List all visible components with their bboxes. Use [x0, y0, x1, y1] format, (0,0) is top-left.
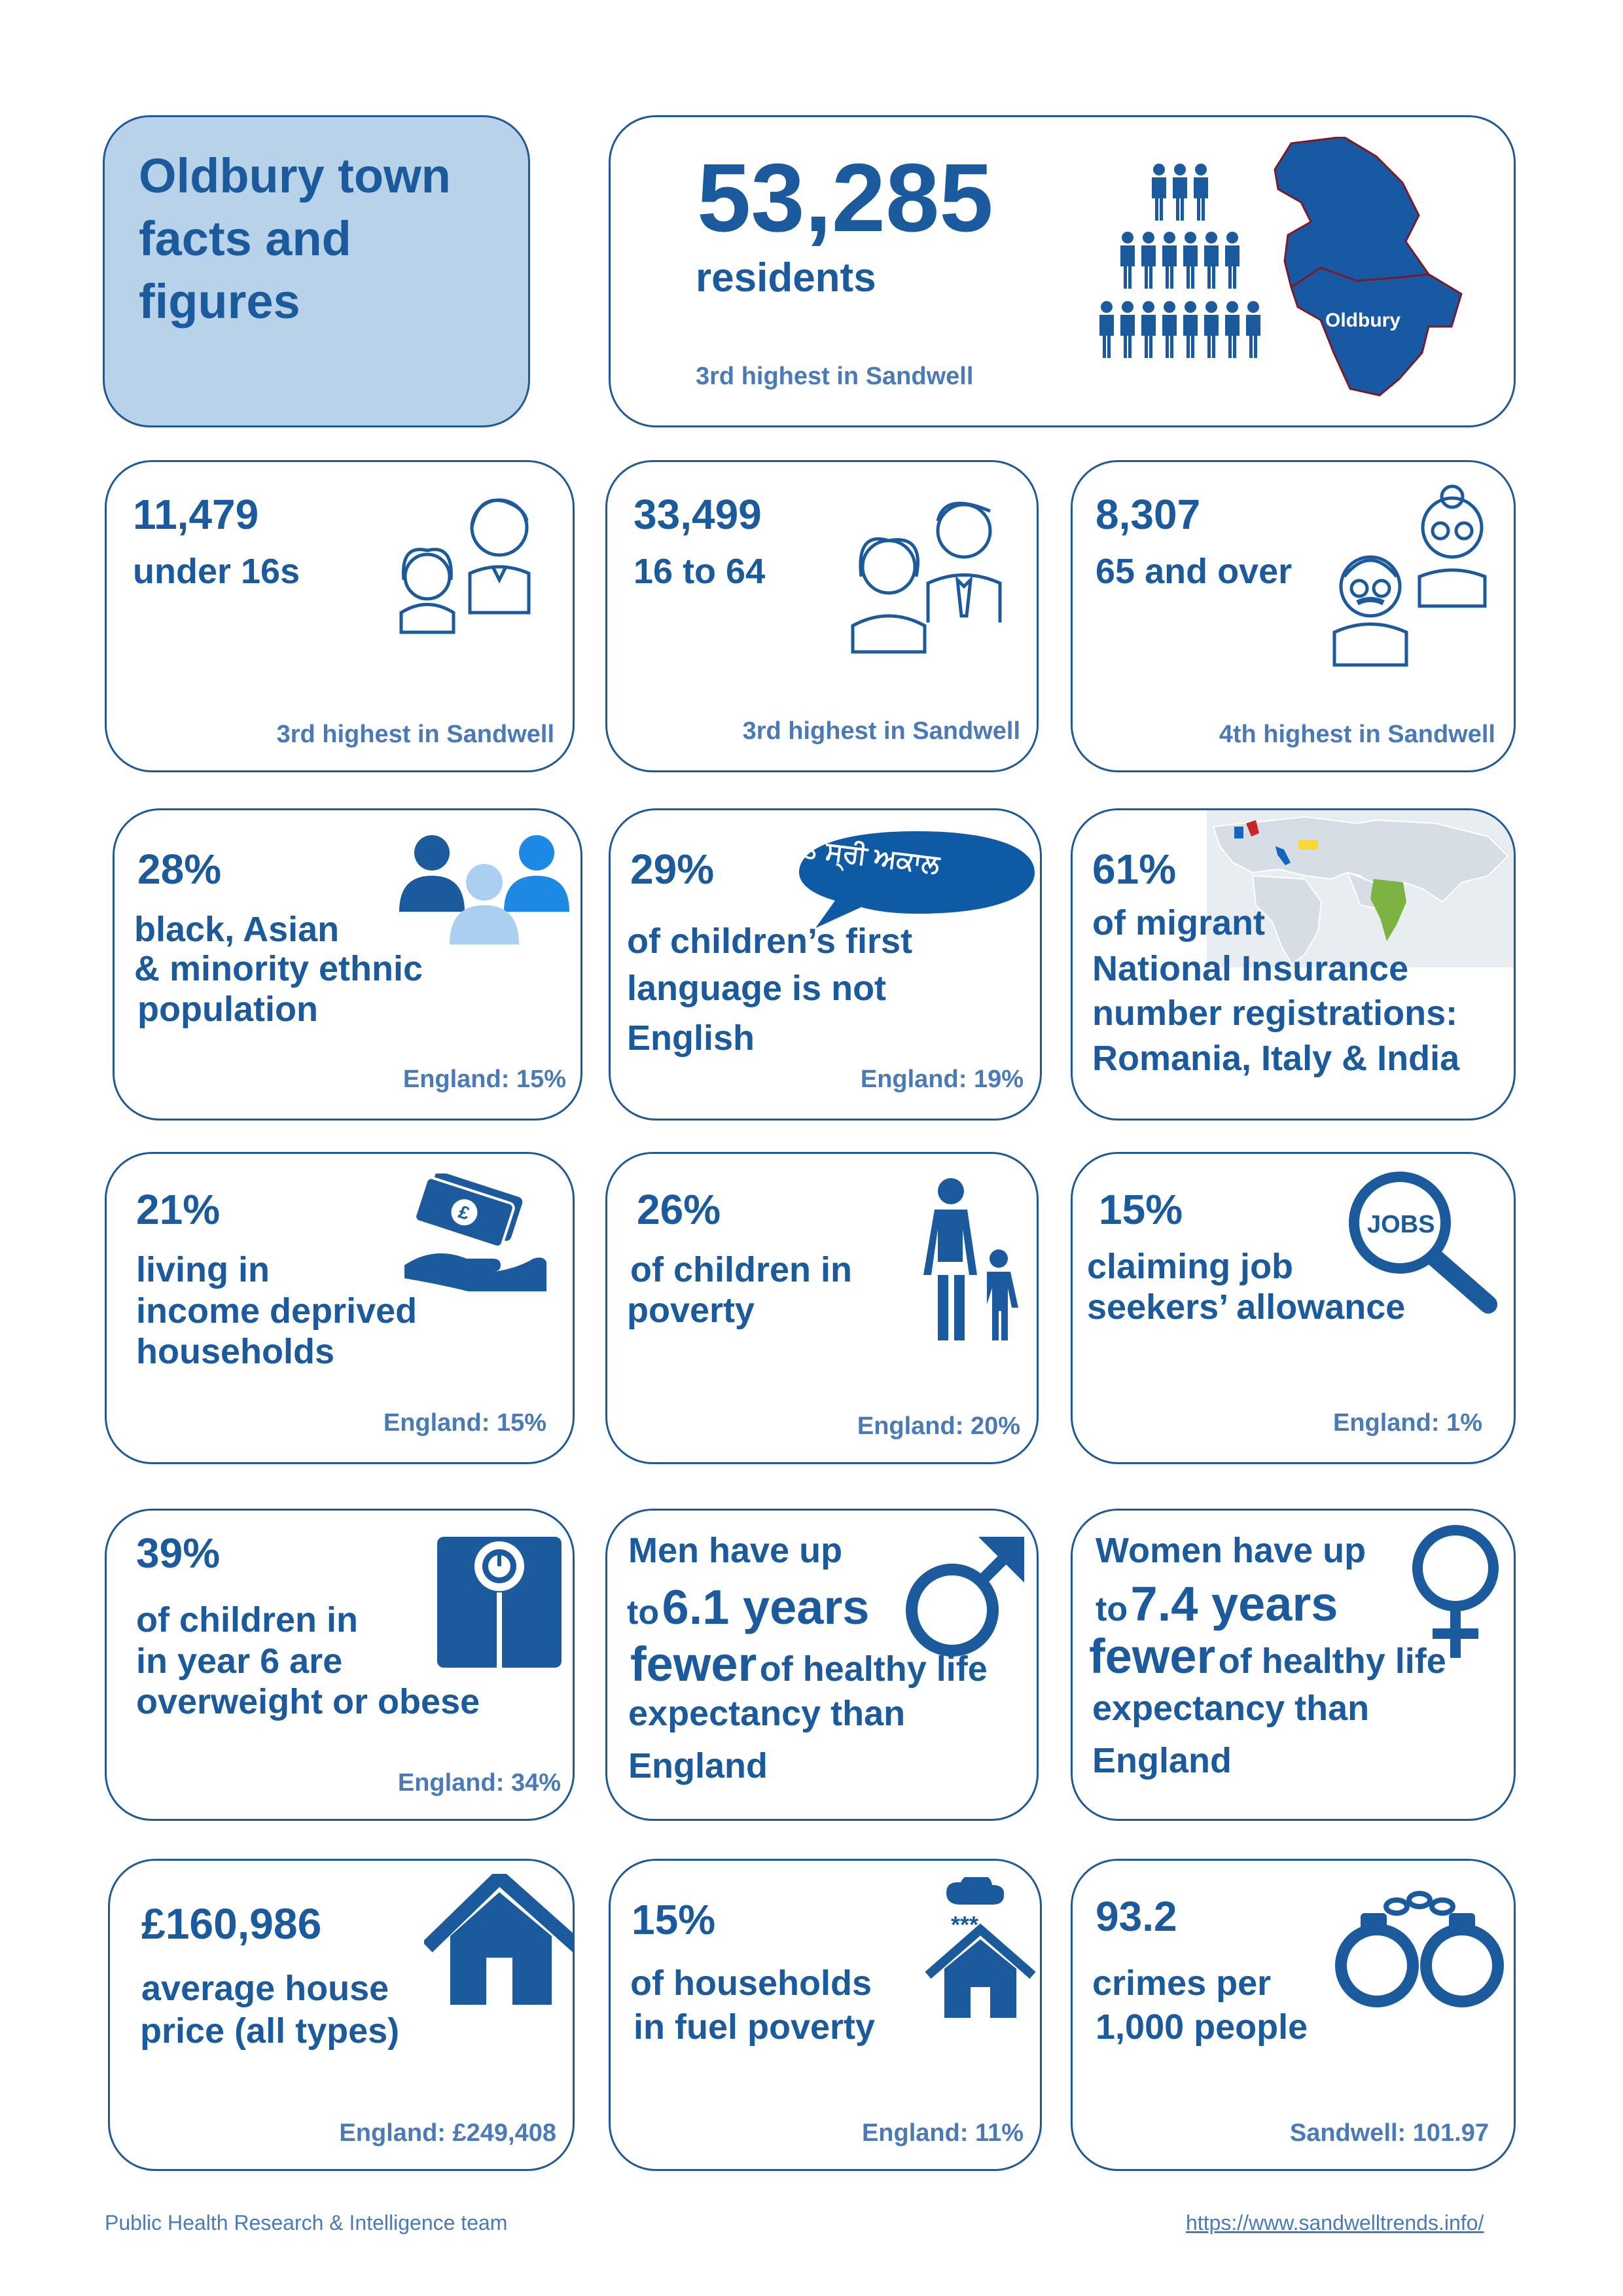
- age-rank: 3rd highest in Sandwell: [276, 721, 554, 748]
- stat-line: of households: [630, 1964, 872, 2003]
- svg-text:£: £: [455, 1201, 473, 1224]
- children-icon: [395, 482, 552, 639]
- cold-house-icon: [925, 1877, 1036, 2021]
- women-line-4: expectancy than: [1092, 1689, 1370, 1728]
- stat-line: English: [627, 1018, 755, 1058]
- stat-value: 15%: [1099, 1186, 1183, 1233]
- stat-compare: England: 19%: [860, 1066, 1024, 1093]
- female-symbol-icon: [1406, 1524, 1505, 1661]
- male-symbol-icon: [905, 1530, 1029, 1661]
- stat-card-language: [609, 808, 1042, 1121]
- title-card: [103, 115, 530, 427]
- jobs-text: JOBS: [1367, 1211, 1435, 1238]
- women-line-3: fewer of healthy life: [1089, 1629, 1446, 1683]
- stat-line: crimes per: [1092, 1964, 1272, 2003]
- age-value: 8,307: [1096, 491, 1201, 538]
- age-label: under 16s: [133, 552, 300, 591]
- magnifier-jobs-icon: [1341, 1170, 1505, 1321]
- residents-rank: 3rd highest in Sandwell: [696, 363, 974, 390]
- women-line-5: England: [1092, 1741, 1232, 1780]
- stat-line: Romania, Italy & India: [1092, 1039, 1460, 1078]
- stat-compare: England: £249,408: [339, 2119, 556, 2147]
- stat-compare: England: 1%: [1332, 1409, 1482, 1437]
- stat-card-jobseekers: [1071, 1152, 1516, 1464]
- men-line-3: fewer of healthy life: [630, 1637, 988, 1691]
- age-rank: 3rd highest in Sandwell: [742, 717, 1020, 745]
- stat-card-house-price: [108, 1859, 575, 2171]
- women-line-2: to 7.4 years: [1096, 1577, 1338, 1631]
- age-value: 11,479: [133, 491, 259, 538]
- money-hand-icon: [401, 1174, 558, 1298]
- stat-line: number registrations:: [1092, 994, 1458, 1033]
- stat-card-men: [605, 1509, 1039, 1821]
- age-value: 33,499: [633, 491, 762, 538]
- stat-line: of children in: [630, 1250, 853, 1289]
- stat-line: in fuel poverty: [633, 2007, 876, 2047]
- stat-compare: England: 20%: [857, 1412, 1020, 1440]
- stat-card-child-poverty: [605, 1152, 1039, 1464]
- stat-line: claiming job: [1087, 1247, 1294, 1286]
- stat-value: 39%: [136, 1530, 221, 1577]
- women-line-1: Women have up: [1096, 1531, 1366, 1570]
- stat-value: 61%: [1092, 846, 1177, 893]
- sandwell-map-icon: [1265, 137, 1481, 399]
- page-title: Oldbury town facts and figures: [139, 149, 451, 329]
- age-label: 65 and over: [1096, 552, 1293, 591]
- weighing-scale-icon: [437, 1537, 562, 1668]
- group-people-icon: [396, 827, 573, 944]
- stat-value: 28%: [137, 846, 222, 893]
- stat-line: National Insurance: [1092, 949, 1409, 988]
- men-line-5: England: [628, 1746, 768, 1785]
- stat-line: language is not: [627, 969, 887, 1008]
- stat-card-fuel-poverty: [609, 1859, 1042, 2171]
- stat-line: of children’s first: [627, 922, 913, 961]
- age-card-65over: [1071, 460, 1516, 772]
- stat-value: 26%: [637, 1186, 721, 1233]
- stat-line: price (all types): [140, 2011, 400, 2051]
- stat-line: poverty: [627, 1291, 755, 1330]
- age-card-16to64: [605, 460, 1039, 772]
- parent-child-icon: [915, 1177, 1026, 1347]
- residents-card: [609, 115, 1516, 427]
- stat-compare: England: 11%: [861, 2119, 1024, 2147]
- adults-icon: [843, 482, 1020, 658]
- age-label: 16 to 64: [633, 552, 766, 591]
- stat-card-migrant: [1071, 808, 1516, 1121]
- stat-value: 21%: [136, 1186, 221, 1233]
- stat-line: population: [137, 990, 318, 1029]
- men-line-4: expectancy than: [628, 1694, 906, 1733]
- stat-line: households: [136, 1332, 335, 1371]
- stat-compare: England: 15%: [383, 1409, 546, 1437]
- age-rank: 4th highest in Sandwell: [1219, 721, 1495, 748]
- residents-value: 53,285: [697, 144, 993, 252]
- stat-card-crime: [1071, 1859, 1516, 2171]
- stat-card-ethnicity: [113, 808, 582, 1121]
- men-line-2: to 6.1 years: [627, 1580, 870, 1634]
- stat-value: 15%: [632, 1896, 716, 1943]
- footer-link[interactable]: https://www.sandwelltrends.info/: [1186, 2211, 1484, 2234]
- stat-card-women: [1071, 1509, 1516, 1821]
- footer-team: Public Health Research & Intelligence team: [105, 2211, 508, 2234]
- house-icon: [424, 1874, 575, 2005]
- stat-value: 29%: [630, 846, 715, 893]
- stat-line: overweight or obese: [136, 1682, 480, 1721]
- stat-compare: England: 34%: [397, 1769, 561, 1797]
- stat-card-overweight: [105, 1509, 575, 1821]
- stat-line: & minority ethnic: [134, 949, 423, 988]
- stat-value: 93.2: [1096, 1893, 1177, 1940]
- people-pyramid-icon: [1095, 163, 1291, 379]
- stat-card-income: [105, 1152, 575, 1464]
- stat-line: living in: [136, 1250, 270, 1289]
- stat-line: seekers’ allowance: [1087, 1287, 1406, 1327]
- stat-line: average house: [141, 1969, 389, 2008]
- svg-text:***: ***: [951, 1911, 979, 1938]
- map-label: Oldbury: [1325, 310, 1401, 331]
- age-card-under16: [105, 460, 575, 772]
- stat-value: £160,986: [141, 1899, 322, 1948]
- stat-line: income deprived: [136, 1291, 418, 1331]
- stat-compare: England: 15%: [402, 1066, 566, 1093]
- residents-label: residents: [696, 255, 876, 300]
- speech-bubble-text: ਸਤ ਸ੍ਰੀ ਅਕਾਲ: [783, 831, 941, 880]
- stat-line: 1,000 people: [1096, 2007, 1308, 2047]
- elderly-icon: [1321, 478, 1505, 668]
- handcuffs-icon: [1334, 1877, 1505, 2015]
- men-line-1: Men have up: [628, 1531, 843, 1570]
- stat-line: black, Asian: [134, 910, 340, 949]
- stat-line: of children in: [136, 1600, 359, 1640]
- stat-compare: Sandwell: 101.97: [1289, 2119, 1489, 2147]
- stat-line: of migrant: [1092, 903, 1265, 942]
- stat-line: in year 6 are: [136, 1641, 343, 1681]
